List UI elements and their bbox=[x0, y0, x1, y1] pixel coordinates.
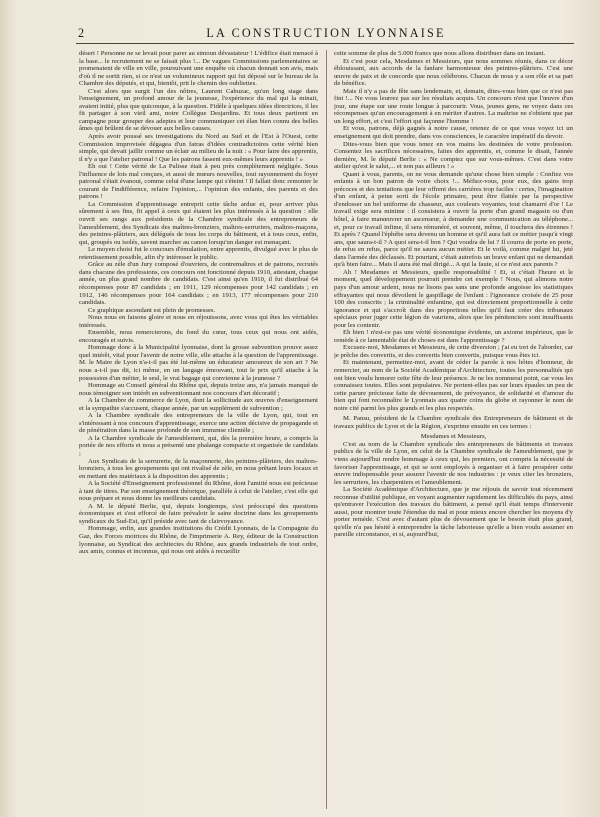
paragraph: Eh oui ! Cette vérité de La Palisse était à peu près complètement négligée. Sous l'influence de lois mal conçues, et aussi de mœurs nouvelles, tout rayonnement du foyer patronal s'était évanoui, comme celui d'une lampe qui s'éteint ! Il fallait donc remonter le courant de l'indifférence, refaire l'opinion,... l'opinion des enfants, des parents et des patrons ! bbox=[79, 163, 318, 201]
left-column bbox=[79, 50, 318, 809]
paragraph: Ah ! Mesdames et Messieurs, quelle responsabilité ! Et, si c'était l'heure et le moment, quel développement pourrait prendre cet exemple ! Nous, qui alimons notre pays d'un amour ardent, nous ne lisons pas sans une profonde angoisse les statistiques effrayantes qui nous dévoilent le gaspillage de l'enfant : l'ignorance croisée de 25 pour 100 des conscrits ; la criminalité enfantine, qui est directement proportionnelle à cette ignorance et qui s'accroît dans des proportions telles qu'il faut créer des tribunaux spéciaux pour juger cette légion de vauriens, alors que les pénitenciers sont insuffisants pour les contenir. bbox=[334, 268, 573, 329]
paragraph: Mais il n'y a pas de fête sans lendemain, et, demain, dites-vous bien que ce n'est pas fini !... Ne vous leurrez pas sur les résultats acquis. Un concours n'est que l'œuvre d'un jour, une étape sur une route longue à parcourir. Vous, jeunes gens, ne voyez dans ces récompenses qu'un encouragement à en mériter d'autres. La maîtrise ne s'obtient que par un long effort, et c'est l'effort qui façonne l'homme ! bbox=[334, 87, 573, 125]
paragraph: Et c'est pour cela, Mesdames et Messieurs, que nous sommes réunis, dans ce décor éblouissant, aux accords de la fanfare harmonieuse des peintres-plâtriers. C'est une œuvre de paix et de concorde que nous célébrons. Chacun de nous y a son rôle et sa part de bénéfice. bbox=[334, 57, 573, 88]
paragraph: A M. le député Berlie, qui, depuis longtemps, s'est préoccupé des questions économiques et s'est efforcé de faire prévaloir le saine doctrine dans les groupements syndicaux du Sud-Est, qu'il préside avec tant de clairvoyance. bbox=[79, 502, 318, 525]
paragraph: C'est au nom de la Chambre syndicale des entrepreneurs de bâtiments et travaux publics de la ville de Lyon, en celui de la Chambre syndicale de l'ameublement, que je viens aujourd'hui rendre hommage à ceux qui, les premiers, ont compris la nécessité de favoriser l'apprentissage, et qui se sont employés à organiser et à faire prospérer cette œuvre indispensable pour assurer l'avenir de nos industries : je veux citer les bronziers, les serruriers, les charpentiers et l'ameublement. bbox=[334, 440, 573, 486]
paragraph: Ce graphique ascendant est plein de promesses. bbox=[88, 306, 216, 314]
paragraph: Le moyen choisi fut le concours d'émulation, entre apprentis, divulgué avec le plus de retentissement possible, afin d'y intéresser le public. bbox=[79, 246, 318, 261]
paragraph: Nous nous en faisons gloire et nous en réjouissons, avec vous qui êtes les véritables intéressés. bbox=[79, 314, 318, 329]
paragraph: Excusez-moi, Mesdames et Messieurs, de cette diversion ; j'ai eu tort de l'aborder, car je prêche des convertis, et des convertis bien convertis, puisque vous êtes ici. bbox=[334, 344, 573, 359]
paragraph: Hommage donc à la Municipalité lyonnaise, dont la grosse subvention prouve assez quel intérêt, vital pour l'avenir de notre ville, elle attache à la question de l'apprentissage. M. le Maire de Lyon n'a-t-il pas été lui-même un éducateur amoureux de son art ? Ne nous a-t-il pas dit, ici même, en un langage émouvant, tout le prix qu'il attache à la possession d'un métier, le seul, le vrai bagage qui convienne à la jeunesse ? bbox=[79, 344, 318, 382]
paragraph: A la Société d'Enseignement professionnel du Rhône, dont l'amitié nous est précieuse à tant de titres. Par son enseignement théorique, parallèle à celui de l'atelier, c'est elle qui nous prépare et nous donne les meilleurs candidats. bbox=[79, 480, 318, 503]
paragraph: cette somme de plus de 5.000 francs que nous allons distribuer dans un instant. bbox=[334, 50, 546, 57]
paragraph: Quant à vous, parents, on ne vous demande qu'une chose bien simple : Confiez vos enfants à un bon patron de votre choix !... Méfiez-vous, pour eux, des gains trop précoces et des tentations que leur offrent des carrières trop faciles : certes, l'imagination d'un enfant, à peine sorti de l'école primaire, peut être flattée par la perspective d'endosser un bel uniforme de chasseur, aux couleurs voyantes, tout chamarré d'or ! Le travail exige sera minime : il consistera à ouvrir la porte d'un grand magasin ou d'un hôtel, à faire manœuvrer un ascenseur, à demander une communication au téléphone... et, pour ce travail infime, il sera rémunéré, et souvent, même, il touchera des étrennes ! Et après ? Quand l'éphèbe sera devenu un homme et qu'il aura fait ce métier jusqu'à vingt ans, que saura-t-il ? A quoi sera-t-il bon ? Qui voudra de lui ? Il courra de porte en porte, de refus en refus, parce qu'il ne saura aucun métier. Et le voilà, comme malgré lui, jeté dans l'armée des déclassés. Et pourtant, c'était autrefois un brave enfant qui ne demandait qu'à bien faire... Mais il aura été mal dirigé... A qui la faute, si ce n'est aux parents ? bbox=[334, 170, 573, 269]
paragraph: A la Chambre syndicale des entrepreneurs de la ville de Lyon, qui, tout en s'intéressant à nos concours d'apprentissage, exerce une action décisive de propagande et de pénétration dans la masse profonde de son immense clientèle ; bbox=[79, 412, 318, 435]
paragraph: A la Chambre syndicale de l'ameublement, qui, dès la première heure, a compris la portée de nos efforts et nous a présenté une phalange compacte et organisée de candidats ; bbox=[79, 434, 318, 457]
paragraph: Dites-vous bien que vous tenez en vos mains les destinées de votre profession. Consentez les sacrifices nécessaires, faites des apprentis, et, comme le disait, l'année dernière, M. le député Berlie : « Ne comptez que sur vous-mêmes. C'est dans votre atelier qu'est le salut,... et non pas ailleurs ! » bbox=[334, 140, 573, 171]
paragraph: Eh bien ! n'est-ce pas une vérité économique évidente, un axiome impérieux, que le remède à ce lamentable état de choses est dans l'apprentissage ? bbox=[334, 329, 573, 344]
paragraph: Ensemble, nous remercierons, du fond du cœur, tous ceux qui nous ont aidés, encouragés et suivis. bbox=[79, 329, 318, 344]
page-number: 2 bbox=[78, 26, 87, 40]
paragraph: A la Chambre de commerce de Lyon, dont la sollicitude aux œuvres d'enseignement et la sympathie s'accusent, chaque année, par un supplément de subvention ; bbox=[79, 397, 318, 412]
running-header bbox=[78, 26, 574, 40]
paragraph: M. Pansu, président de la Chambre syndicale des Entrepreneurs de bâtiment et de travaux publics de Lyon et de la Région, s'exprime ensuite en ces termes : bbox=[334, 415, 573, 430]
paragraph: désert ! Personne ne se levait pour parer au simoun dévastateur ! L'édifice était menacé à la base... le recrutement ne se faisait plus !... De vagues Commissions parlementaires se promenaient de ville en ville, poursuivant une enquête où chacun donnait son avis, mais d'où il ne sortit rien, si ce n'est un volumineux rapport qui fut déposé sur le bureau de la Chambre des députés, et qui, bientôt, prit le chemin des oubliettes. bbox=[79, 50, 318, 88]
header-rule bbox=[76, 43, 574, 44]
paragraph: Et vous, patrons, déjà gagnés à notre cause, retenez de ce que vous voyez ici un enseignement qui doit prendre, dans vos consciences, le caractère impératif du devoir. bbox=[334, 125, 573, 141]
paragraph: La Commission d'apprentissage entreprit cette tâche ardue et, pour arriver plus sûrement à ses fins, fit appel à ceux qui étaient les plus intéressés à la question : elle ouvrit ses rangs aux présidents de la Chambre syndicale des entrepreneurs de l'ameublement, des Syndicats des maîtres-bronziers, maîtres-serruriers, maîtres-maçons, des peintres-plâtriers, aux délégués de tous les corps du bâtiment, et à tous ceux, enfin, qui, groupés ou isolés, savent marcher au canon lorsqu'un danger est menaçant. bbox=[79, 200, 318, 246]
paragraph: Hommage au Conseil général du Rhône qui, depuis treize ans, n'a jamais manqué de nous témoigner son intérêt en subventionnant nos concours d'art décoratif ; bbox=[79, 382, 318, 397]
article-body bbox=[79, 50, 573, 809]
paragraph: Après avoir poussé ses investigations du Nord au Sud et de l'Est à l'Ouest, cette Commission improvisée dégagea d'un fatras d'idées contradictoires cette vérité bien simple, qui devait jaillir comme un éclair au milieu de la nuit : « Pour faire des apprentis, il n'y a que l'atelier patronal ! Que les patrons fassent eux-mêmes leurs apprentis ! » bbox=[79, 133, 318, 163]
paragraph: C'est alors que surgit l'un des nôtres, Laurent Cahuzac, qu'un long stage dans l'enseignement, un profond amour de la jeunesse, l'expérience du mal qui la minait, avaient initié, plus que quiconque, à la question. Fidèle à quelques idées directrices, il les fit partager à son vieil ami, notre Collègue Desjardins. Et tous deux partirent en campagne pour grouper des adeptes et leur communiquer cet élan bien connu des belles âmes qui brûlent de se dévouer aux belles causes. bbox=[79, 87, 318, 133]
column-divider bbox=[326, 50, 327, 809]
salutation: Mesdames et Messieurs, bbox=[420, 433, 487, 441]
journal-title: LA CONSTRUCTION LYONNAISE bbox=[206, 26, 446, 40]
paragraph: La Société Académique d'Architecture, que je me réjouis de savoir tout récemment reconnue d'utilité publique, en voyant augmenter rapidement les difficultés du pays, ainsi qu'entraver l'exécution des travaux du bâtiment, a pensé qu'il était temps d'intervenir aussi, pour montrer toute l'étendue du mal et pour mieux encore chercher les moyens d'y porter remède. C'est avec d'autant plus de dévouement que le besoin était plus grand, qu'elle n'a pas hésité à entreprendre la tâche laborieuse qu'elle a bien voulu assumer en pareille circonstance, et si, aujourd'hui, bbox=[334, 486, 573, 539]
right-column bbox=[334, 50, 573, 809]
paragraph: Aux Syndicats de la serrurerie, de la maçonnerie, des peintres-plâtriers, des maîtres-bronziers, à tous les groupements qui ont rivalisé de zèle, en nous prêtant leurs locaux et en mettant des matériaux à la disposition des apprentis ; bbox=[79, 457, 318, 480]
paragraph: Hommage, enfin, aux grandes institutions du Crédit Lyonnais, de la Compagnie du Gaz, des Forces motrices du Rhône, de l'imprimerie A. Rey, éditeur de la Construction lyonnaise, au Syndicat des architectes du Rhône, aux grands industriels de tout ordre, aux amis, connus et inconnus, qui nous ont aidés à recueillir bbox=[79, 525, 318, 556]
paragraph: Et maintenant, permettez-moi, avant de céder la parole à nos hôtes d'honneur, de remercier, au nom de la Société Académique d'Architecture, toutes les personnalités qui ont bien voulu honorer cette fête de leur présence. Je ne les nommerai point, car vous les connaissez toutes. Elles sont populaires. Ne portent-elles pas sur leurs épaules un peu de cette parure précieuse faite de dévouement, de prévoyance, de solidarité et d'amour du bien qui font reconnaître le Lyonnais aux quatre coins du globe et rayonner le nom de notre cité parmi les plus grands et les plus respectés. bbox=[334, 359, 573, 412]
paragraph: Grâce au zèle d'un Jury composé d'ouvriers, de contremaîtres et de patrons, recrutés dans chacune des professions, ces concours ont fonctionné depuis 1910, attestant, chaque année, un plus grand nombre de candidats. C'est ainsi qu'en 1910, il fut distribué 64 récompenses pour 87 candidats ; en 1911, 129 récompenses pour 142 candidats ; en 1912, 146 récompenses pour 164 candidats ; en 1913, 177 récompenses pour 210 candidats. bbox=[79, 261, 318, 307]
